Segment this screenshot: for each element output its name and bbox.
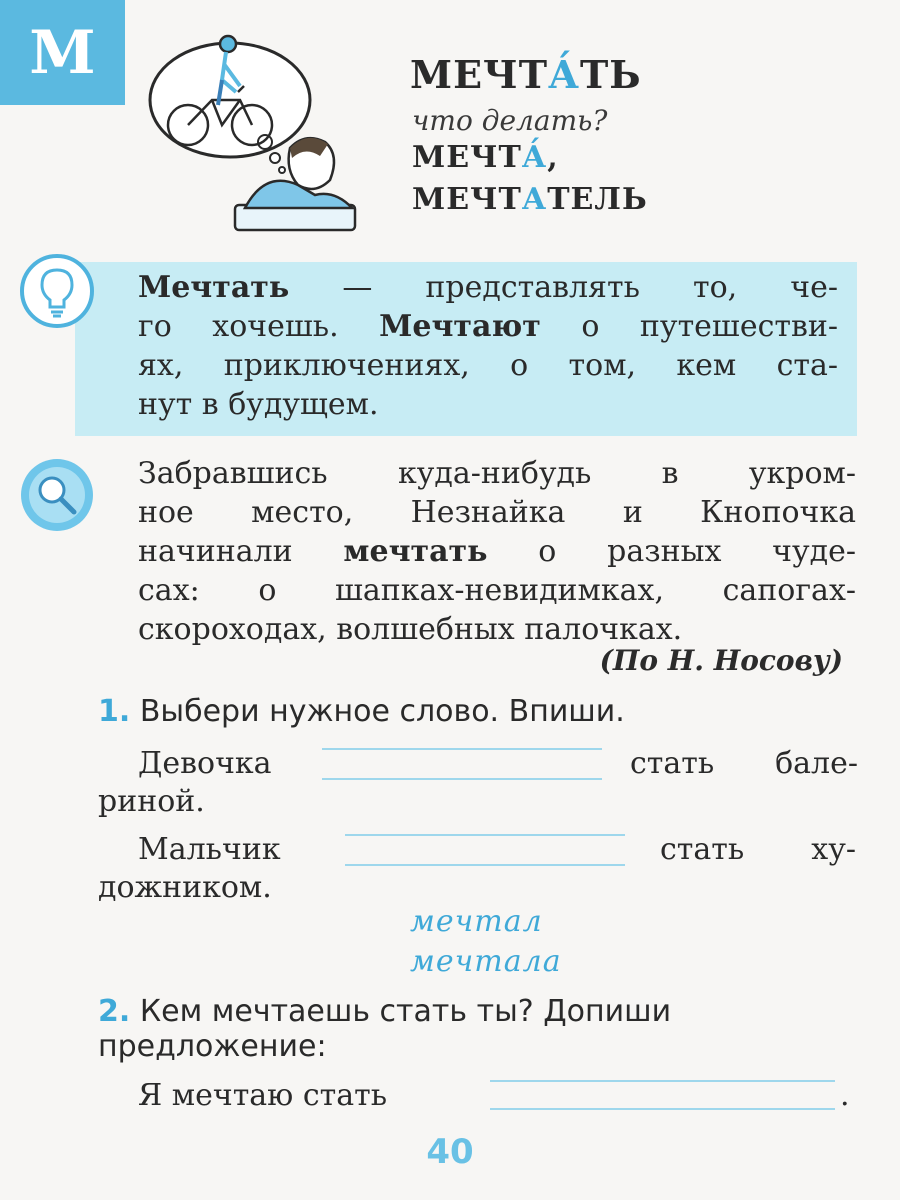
task1-s1-start: Девочка xyxy=(138,746,272,781)
page-number: 40 xyxy=(426,1132,474,1172)
task1-s2-start: Мальчик xyxy=(138,832,281,867)
answer-line[interactable] xyxy=(345,864,625,866)
answer-line[interactable] xyxy=(345,834,625,836)
task2-sentence-end: . xyxy=(840,1078,850,1113)
task1-number: 1. xyxy=(98,694,131,729)
lightbulb-icon xyxy=(18,252,96,330)
task2-sentence-start: Я мечтаю стать xyxy=(138,1078,388,1113)
magnifier-icon xyxy=(18,456,96,534)
task1-s2-cont: дожником. xyxy=(98,870,272,905)
related-word-2: МЕЧТАТЕЛЬ xyxy=(412,182,648,217)
answer-line[interactable] xyxy=(490,1108,835,1110)
word-option-2: мечтала xyxy=(410,944,562,979)
grammar-question: что делать? xyxy=(412,104,608,137)
example-text: Забравшись куда-нибудь в укром- ное место, Незнайка и Кнопочка начинали мечтать о разных чуде- сах: о шапках-невидимках, сапогах- скороходах, волшебных палочках. xyxy=(138,456,856,647)
word-option-1: мечтал xyxy=(410,904,543,939)
letter-tab: М xyxy=(0,0,125,105)
answer-line[interactable] xyxy=(490,1080,835,1082)
dream-bubble xyxy=(150,43,310,173)
headword: МЕЧТА́ТЬ xyxy=(410,52,642,97)
definition-text: Мечтать — представлять то, че- го хочешь. Мечтают о путешестви- ях, приключениях, о том, кем ста- нут в будущем. xyxy=(138,270,838,422)
task1-s1-cont: риной. xyxy=(98,784,205,819)
dreaming-boy-illustration xyxy=(140,30,375,245)
source-citation: (По Н. Носову) xyxy=(599,644,843,677)
related-word-1: МЕЧТА́, xyxy=(412,140,559,175)
answer-line[interactable] xyxy=(322,748,602,750)
task1-instruction: 1. Выбери нужное слово. Впиши. xyxy=(98,694,625,729)
task1-s1-end: стать бале- xyxy=(630,746,858,781)
task1-s2-end: стать ху- xyxy=(660,832,856,867)
stress-mark: А́ xyxy=(548,52,580,97)
task2-number: 2. xyxy=(98,994,131,1029)
answer-line[interactable] xyxy=(322,778,602,780)
task2-instruction: 2. Кем мечтаешь стать ты? Допиши предложение: xyxy=(98,994,672,1064)
